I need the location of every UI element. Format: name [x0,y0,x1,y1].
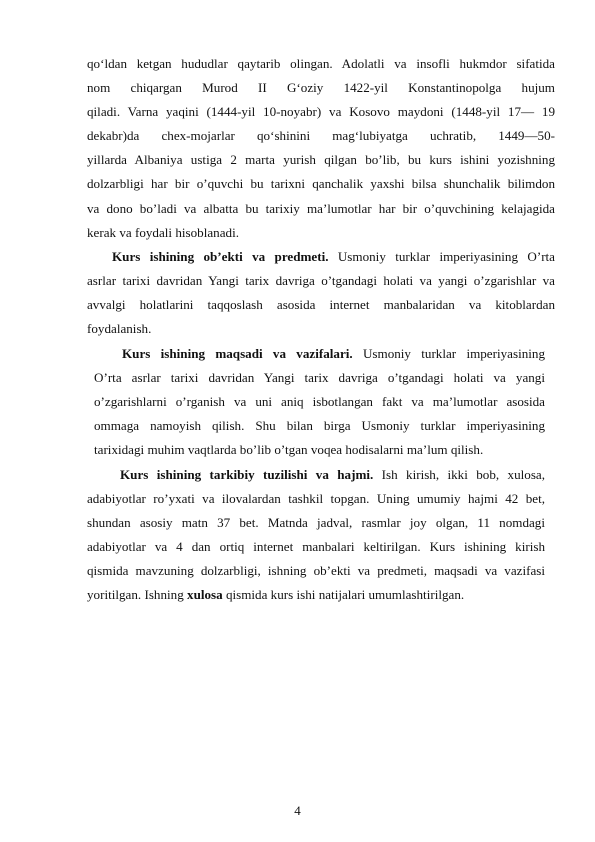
text-run: Usmoniy turklar imperiyasining O’rta [328,249,555,264]
text-line: qiladi. Varna yaqini (1444-yil 10-noyabr) va Kosovo maydoni (1448-yil 17— 19 [87,104,555,120]
text-run: Usmoniy turklar imperiyasining [352,346,545,361]
text-line: adabiyotlar ro’yxati va ilovalardan tashkil topgan. Uning umumiy hajmi 42 bet, [87,491,545,507]
text-line: o’zgarishlarni o’rganish va uni aniq isbotlangan fakt va ma’lumotlar asosida [94,394,545,410]
text-line: ommaga namoyish qilish. Shu bilan birga Usmoniy turklar imperiyasining [94,418,545,434]
page-number: 4 [294,803,301,818]
text-line: asrlar tarixi davridan Yangi tarix davriga o’tgandagi holati va yangi o’zgarishlar va [87,273,555,289]
text-run: Ish kirish, ikki bob, xulosa, [373,467,546,482]
text-run: yoritilgan. Ishning [87,587,188,603]
text-line: O’rta asrlar tarixi davridan Yangi tarix davriga o’tgandagi holati va yangi [94,370,545,386]
text-line: yillarda Albaniya ustiga 2 marta yurish qilgan bo’lib, bu kurs ishini yozishning [87,152,555,168]
text-line: foydalanish. [87,321,152,337]
text-line: qo‘ldan ketgan hududlar qaytarib olingan. Adolatli va insofli hukmdor sifatida [87,56,555,71]
paragraph-aims-tasks [94,342,545,462]
text-line: nom chiqargan Murod II G‘oziy 1422-yil Konstantinopolga hujum [87,80,555,96]
text-run: qismida kurs ishi natijalari umumlashtirilgan. [222,587,465,603]
text-line: adabiyotlar va 4 dan ortiq internet manbalari keltirilgan. Kurs ishining kirish [87,539,545,555]
text-line: dekabr)da chex-mojarlar qo‘shinini mag‘lubiyatga uchratib, 1449—50- [87,128,555,144]
paragraph-structure-volume [87,463,545,608]
text-line [87,245,555,269]
keyword-xulosa: xulosa [187,587,223,603]
paragraph-object-subject [87,245,555,341]
section-heading-structure: Kurs ishining tarkibiy tuzilishi va hajmi. [120,467,374,482]
paragraph-intro-continuation [87,52,555,245]
text-line: va dono bo’ladi va albatta bu tarixiy ma’lumotlar har bir o’quvchining kelajagida [87,200,555,216]
text-line [87,463,545,487]
text-line: avvalgi holatlarini taqqoslash asosida internet manbalaridan va kitoblardan [87,297,555,313]
text-line: qismida mavzuning dolzarbligi, ishning ob’ekti va predmeti, maqsadi va vazifasi [87,563,545,579]
text-line [87,583,545,607]
text-line: shundan asosiy matn 37 bet. Matnda jadval, rasmlar joy olgan, 11 nomdagi [87,515,545,531]
section-heading-aims: Kurs ishining maqsadi va vazifalari. [122,346,353,361]
text-line: kerak va foydali hisoblanadi. [87,224,239,240]
section-heading-object: Kurs ishining ob’ekti va predmeti. [112,249,329,264]
text-line: dolzarbligi har bir o’quvchi bu tarixni qanchalik yaxshi bilsa shunchalik bilimdon [87,176,555,192]
text-line [94,342,545,366]
text-line: tarixidagi muhim vaqtlarda bo’lib o’tgan voqea hodisalarni ma’lum qilish. [94,442,484,458]
